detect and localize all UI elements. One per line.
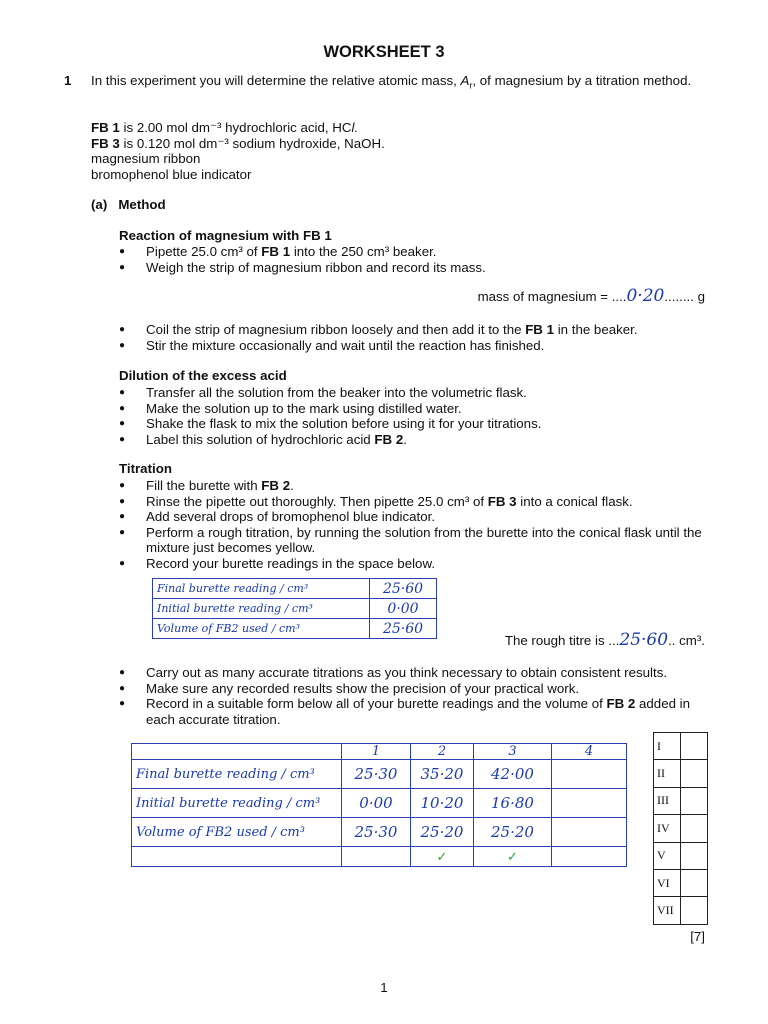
mark-row	[654, 787, 708, 814]
mark-label: III	[654, 787, 681, 814]
table-row	[153, 599, 437, 619]
mark-label: IV	[654, 815, 681, 842]
mark-row	[654, 733, 708, 760]
list-item: ● Carry out as many accurate titrations as you think necessary to obtain consistent results.	[119, 665, 705, 681]
reagent-fb3: FB 3 is 0.120 mol dm⁻³ sodium hydroxide, NaOH.	[91, 135, 385, 151]
header-cell: 2	[411, 744, 474, 760]
table-header-row	[132, 744, 627, 760]
list-item: ● Shake the flask to mix the solution before using it for your titrations.	[119, 416, 705, 432]
list-item: ● Label this solution of hydrochloric acid FB 2.	[119, 432, 705, 448]
mass-label: mass of magnesium =	[477, 289, 612, 304]
mass-value: 0·20	[626, 286, 665, 306]
table-row	[132, 789, 627, 818]
titration-bullets	[119, 478, 705, 572]
table-row	[132, 818, 627, 847]
header-cell	[132, 744, 342, 760]
part-a-heading	[91, 197, 166, 212]
list-item: ● Make the solution up to the mark using distilled water.	[119, 401, 705, 417]
rough-titration-table	[152, 578, 437, 639]
dilution-heading: Dilution of the excess acid	[119, 368, 287, 383]
mark-box	[681, 897, 708, 924]
part-a-title: Method	[118, 197, 166, 212]
reaction-bullets-2	[119, 322, 705, 353]
tick-row	[132, 847, 627, 867]
tick-spacer	[132, 847, 342, 867]
mass-unit: g	[693, 289, 705, 304]
list-item: ● Record in a suitable form below all of your burette readings and the volume of FB 2 added in each accurate titration.	[119, 696, 705, 727]
row-value: 25·60	[370, 579, 437, 599]
reaction-heading: Reaction of magnesium with FB 1	[119, 228, 332, 243]
mark-label: V	[654, 842, 681, 869]
list-item: ● Coil the strip of magnesium ribbon loosely and then add it to the FB 1 in the beaker.	[119, 322, 705, 338]
row-label: Volume of FB2 used / cm³	[153, 619, 370, 639]
intro-pre: In this experiment you will determine the relative atomic mass,	[91, 73, 461, 88]
mark-box	[681, 842, 708, 869]
table-row	[153, 619, 437, 639]
reagent-indicator: bromophenol blue indicator	[91, 166, 252, 182]
cell-value: 25·20	[474, 818, 552, 847]
mark-box	[681, 733, 708, 760]
row-value: 25·60	[370, 619, 437, 639]
cell-value: 25·30	[342, 760, 411, 789]
cell-value: 10·20	[411, 789, 474, 818]
check-icon: ✓	[411, 847, 474, 867]
table-row	[132, 760, 627, 789]
header-cell: 1	[342, 744, 411, 760]
reaction-bullets	[119, 244, 705, 275]
cell-value: 25·30	[342, 818, 411, 847]
accurate-titration-table	[131, 743, 627, 867]
mass-line: mass of magnesium = ....0·20........ g	[477, 286, 705, 306]
intro-post: , of magnesium by a titration method.	[472, 73, 692, 88]
check-icon	[342, 847, 411, 867]
row-label: Final burette reading / cm³	[132, 760, 342, 789]
reagent-magnesium: magnesium ribbon	[91, 151, 201, 166]
mark-label: I	[654, 733, 681, 760]
mark-row	[654, 815, 708, 842]
mark-box	[681, 760, 708, 787]
table-row	[153, 579, 437, 599]
cell-value: 42·00	[474, 760, 552, 789]
ar-subscript: r	[469, 80, 473, 91]
cell-value: 0·00	[342, 789, 411, 818]
list-item: ● Perform a rough titration, by running the solution from the burette into the conical flask until the mixture just becomes yellow.	[119, 525, 705, 556]
mark-label: VII	[654, 897, 681, 924]
mark-row	[654, 897, 708, 924]
intro-text	[91, 73, 705, 94]
cell-value: 16·80	[474, 789, 552, 818]
header-cell: 3	[474, 744, 552, 760]
mark-label: VI	[654, 869, 681, 896]
row-label: Initial burette reading / cm³	[153, 599, 370, 619]
row-value: 0·00	[370, 599, 437, 619]
mark-row	[654, 842, 708, 869]
mark-box	[681, 787, 708, 814]
mark-row	[654, 869, 708, 896]
list-item: ● Weigh the strip of magnesium ribbon and record its mass.	[119, 260, 705, 276]
mark-box	[681, 815, 708, 842]
part-a-label: (a)	[91, 197, 108, 212]
rough-titre-line: The rough titre is ...25·60.. cm³.	[504, 630, 705, 650]
mark-scheme-table	[653, 732, 708, 925]
list-item: ● Transfer all the solution from the beaker into the volumetric flask.	[119, 385, 705, 401]
ar-symbol: A	[460, 73, 470, 88]
list-item: ● Record your burette readings in the space below.	[119, 556, 705, 572]
list-item: ● Pipette 25.0 cm³ of FB 1 into the 250 cm³ beaker.	[119, 244, 705, 260]
rough-titre-unit: cm³.	[675, 633, 705, 648]
cell-value	[552, 818, 627, 847]
page-number: 1	[380, 980, 388, 995]
list-item: ● Stir the mixture occasionally and wait until the reaction has finished.	[119, 338, 705, 354]
mark-box	[681, 869, 708, 896]
worksheet-title: WORKSHEET 3	[323, 43, 445, 61]
reagent-fb1: FB 1 is 2.00 mol dm⁻³ hydrochloric acid, HCl.	[91, 120, 359, 135]
header-cell: 4	[552, 744, 627, 760]
row-label: Final burette reading / cm³	[153, 579, 370, 599]
row-label: Initial burette reading / cm³	[132, 789, 342, 818]
dilution-bullets	[119, 385, 705, 447]
check-icon: ✓	[474, 847, 552, 867]
marks-total: [7]	[690, 929, 705, 944]
rough-titre-label: The rough titre is	[504, 633, 609, 648]
list-item: ● Make sure any recorded results show the precision of your practical work.	[119, 681, 705, 697]
check-icon	[552, 847, 627, 867]
row-label: Volume of FB2 used / cm³	[132, 818, 342, 847]
mark-label: II	[654, 760, 681, 787]
mark-row	[654, 760, 708, 787]
accurate-bullets	[119, 665, 705, 727]
cell-value	[552, 789, 627, 818]
reagent-list	[91, 120, 385, 182]
cell-value	[552, 760, 627, 789]
cell-value: 35·20	[411, 760, 474, 789]
question-number: 1	[64, 73, 72, 88]
list-item: ● Rinse the pipette out thoroughly. Then pipette 25.0 cm³ of FB 3 into a conical flask.	[119, 494, 705, 510]
cell-value: 25·20	[411, 818, 474, 847]
list-item: ● Fill the burette with FB 2.	[119, 478, 705, 494]
rough-titre-value: 25·60	[619, 630, 669, 650]
titration-heading: Titration	[119, 461, 172, 476]
list-item: ● Add several drops of bromophenol blue indicator.	[119, 509, 705, 525]
